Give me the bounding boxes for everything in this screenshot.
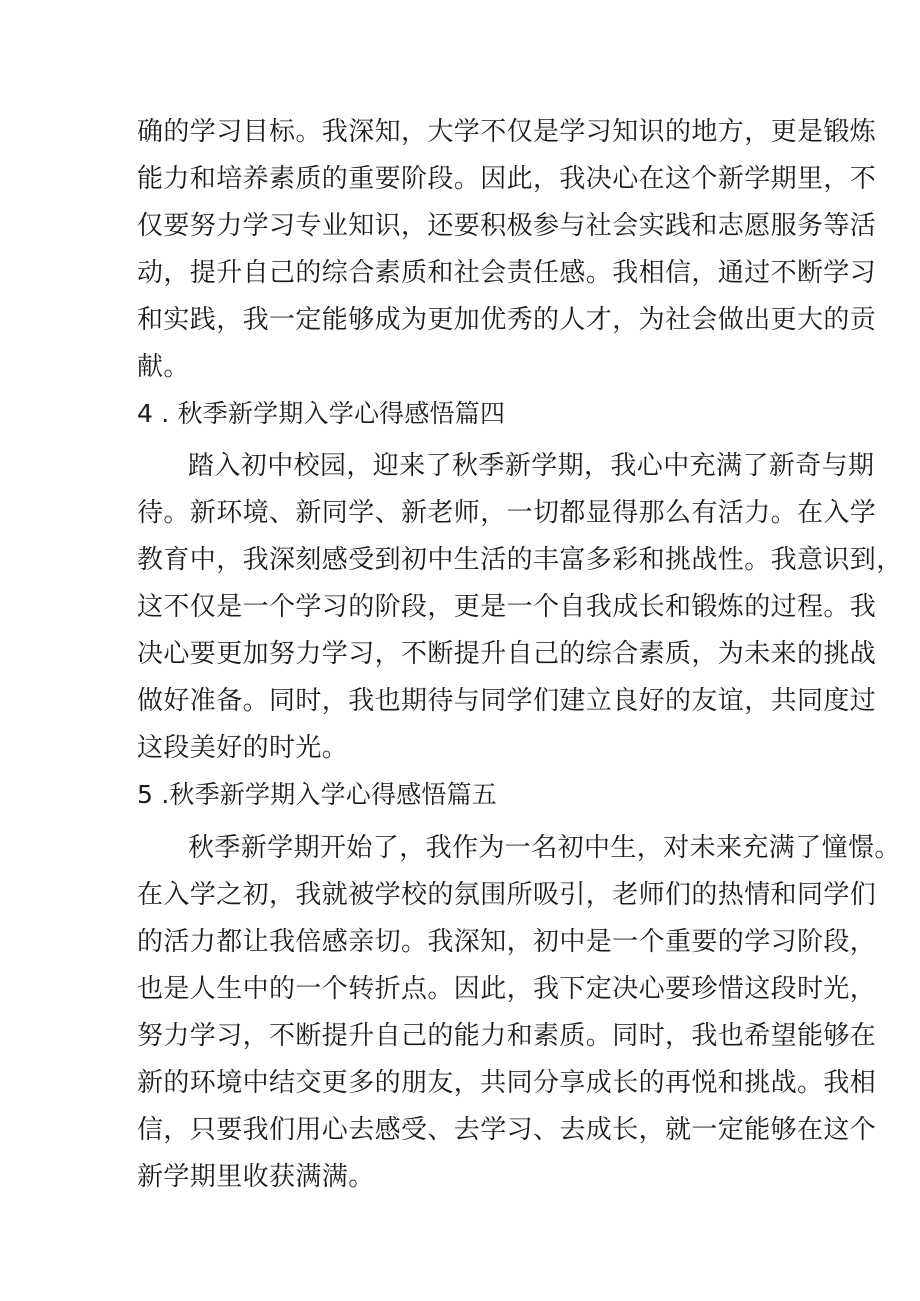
paragraph-line: 决心要更加努力学习，不断提升自己的综合素质，为未来的挑战 — [137, 639, 877, 669]
paragraph-line: 这不仅是一个学习的阶段，更是一个自我成长和锻炼的过程。我 — [137, 592, 877, 622]
paragraph-line: 和实践，我一定能够成为更加优秀的人才，为社会做出更大的贡 — [137, 305, 877, 335]
paragraph-line: 努力学习，不断提升自己的能力和素质。同时，我也希望能够在 — [137, 1021, 877, 1051]
section-heading: 5 .秋季新学期入学心得感悟篇五 — [137, 780, 498, 809]
paragraph-line: 确的学习目标。我深知，大学不仅是学习知识的地方，更是锻炼 — [137, 117, 877, 147]
paragraph-line: 信，只要我们用心去感受、去学习、去成长，就一定能够在这个 — [137, 1115, 877, 1145]
paragraph-line: 能力和培养素质的重要阶段。因此，我决心在这个新学期里，不 — [137, 164, 877, 194]
paragraph-line: 秋季新学期开始了，我作为一名初中生，对未来充满了憧憬。 — [188, 833, 901, 863]
paragraph-line: 教育中，我深刻感受到初中生活的丰富多彩和挑战性。我意识到， — [137, 545, 903, 575]
paragraph-line: 的活力都让我倍感亲切。我深知，初中是一个重要的学习阶段， — [137, 927, 877, 957]
paragraph-line: 献。 — [137, 352, 190, 382]
paragraph-line: 在入学之初，我就被学校的氛围所吸引，老师们的热情和同学们 — [137, 880, 877, 910]
paragraph-line: 仅要努力学习专业知识，还要积极参与社会实践和志愿服务等活 — [137, 211, 877, 241]
paragraph-line: 动，提升自己的综合素质和社会责任感。我相信，通过不断学习 — [137, 258, 877, 288]
paragraph-line: 踏入初中校园，迎来了秋季新学期，我心中充满了新奇与期 — [188, 451, 875, 481]
section-heading: 4 . 秋季新学期入学心得感悟篇四 — [137, 399, 506, 428]
paragraph-line: 新的环境中结交更多的朋友，共同分享成长的再悦和挑战。我相 — [137, 1068, 877, 1098]
paragraph-line: 做好准备。同时，我也期待与同学们建立良好的友谊，共同度过 — [137, 686, 877, 716]
paragraph-line: 新学期里收获满满。 — [137, 1162, 375, 1192]
paragraph-line: 这段美好的时光。 — [137, 733, 349, 763]
paragraph-line: 也是人生中的一个转折点。因此，我下定决心要珍惜这段时光， — [137, 974, 877, 1004]
paragraph-line: 待。新环境、新同学、新老师，一切都显得那么有活力。在入学 — [137, 498, 877, 528]
